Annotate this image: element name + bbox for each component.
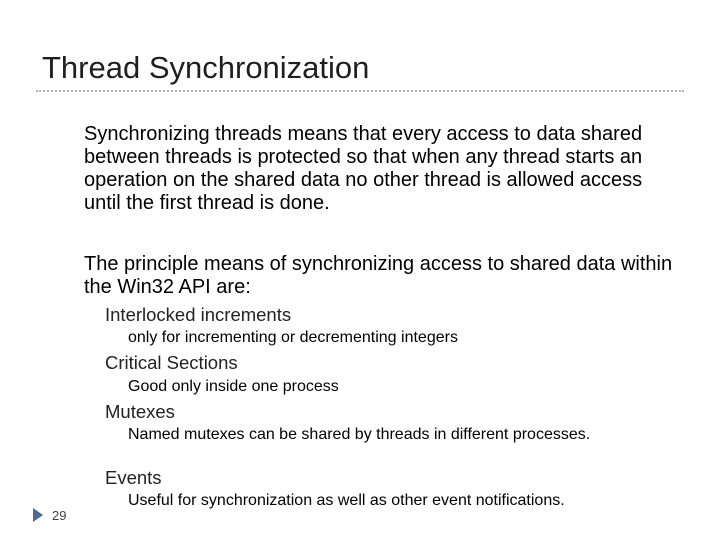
slide-marker-icon — [33, 508, 43, 522]
slide-number: 29 — [52, 508, 67, 523]
sub-bullet-mutexes: Mutexes — [105, 401, 175, 422]
slide-title: Thread Synchronization — [42, 50, 370, 85]
bullet-sync-means: The principle means of synchronizing access to shared data within the Win32 API are: — [84, 253, 673, 298]
detail-critical-sections: Good only inside one process — [128, 378, 339, 395]
sub-bullet-critical-sections: Critical Sections — [105, 352, 238, 373]
title-divider — [36, 90, 684, 92]
detail-interlocked: only for incrementing or decrementing integers — [128, 329, 458, 346]
sub-bullet-events: Events — [105, 467, 162, 488]
detail-events: Useful for synchronization as well as other event notifications. — [128, 492, 565, 509]
sub-bullet-interlocked: Interlocked increments — [105, 304, 292, 325]
bullet-sync-definition: Synchronizing threads means that every access to data shared between threads is protected so that when any thread starts an operation on the shared data no other thread is allowed access until the first thread is done. — [84, 123, 643, 214]
detail-mutexes: Named mutexes can be shared by threads in different processes. — [128, 426, 591, 443]
